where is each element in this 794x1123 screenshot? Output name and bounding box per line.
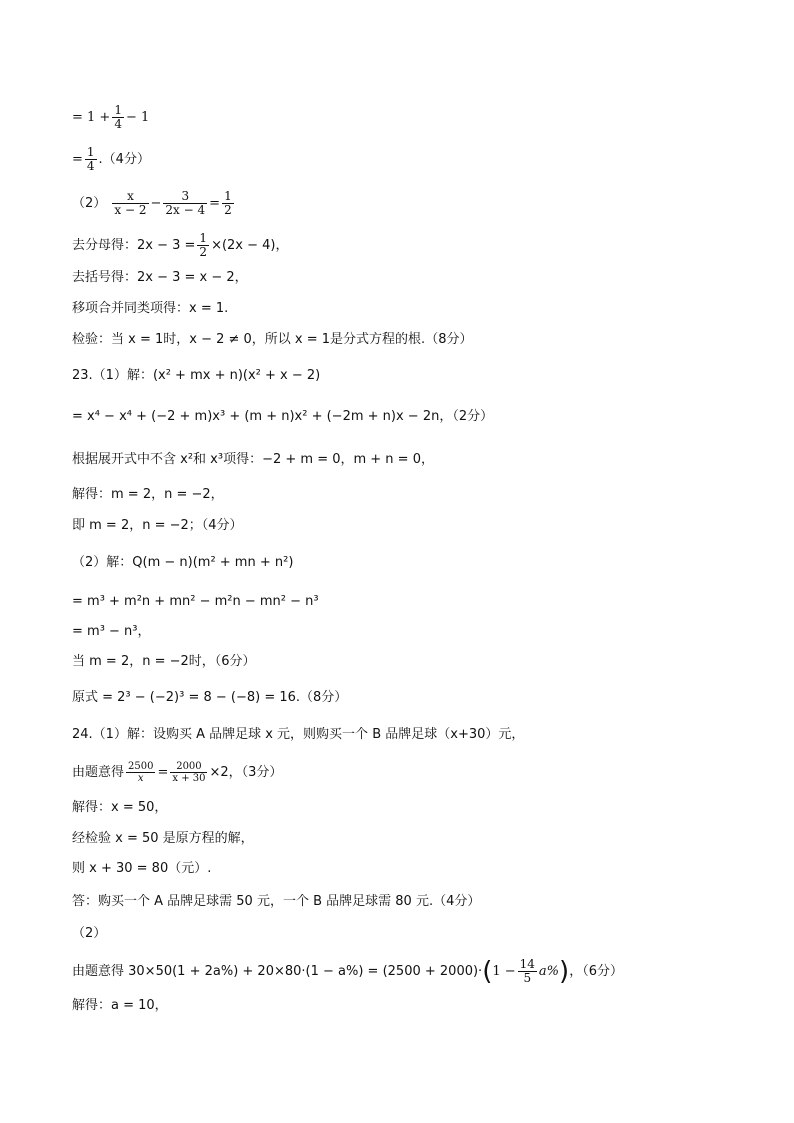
part-label: （2） — [72, 196, 107, 211]
frac-num: 14 — [519, 957, 535, 971]
equals-sign: = — [157, 765, 169, 780]
q24-line-2 — [72, 761, 282, 784]
fraction-1-4 — [112, 104, 124, 131]
l2-pre: = — [72, 152, 83, 167]
l2-post: .（4分） — [98, 152, 150, 167]
q24-l2-pre: 由题意得 — [72, 765, 125, 780]
frac-num: 2500 — [128, 761, 154, 772]
q24-line-6: 答：购买一个 A 品牌足球需 50 元，一个 B 品牌足球需 80 元.（4分） — [72, 894, 481, 909]
line-6: 移项合并同类项得：x = 1. — [72, 301, 229, 316]
q24-l8-inner-pre: 1 − — [492, 964, 516, 979]
frac-den: x — [137, 773, 144, 784]
fraction-x-over-x-2 — [112, 190, 148, 217]
frac-den: 2 — [224, 203, 232, 217]
q24-line-4: 经检验 x = 50 是原方程的解， — [72, 831, 254, 846]
q24-line-9: 解得：a = 10， — [72, 998, 168, 1013]
frac-den: 2 — [199, 245, 208, 259]
frac-den: x − 2 — [114, 203, 147, 217]
fraction-3-over-2x-4 — [163, 190, 207, 217]
q24-l8-inner-post: a% — [538, 964, 560, 979]
fraction-14-5 — [518, 958, 537, 985]
q24-line-8 — [72, 958, 623, 985]
q23-line-9: 当 m = 2，n = −2时，（6分） — [72, 654, 256, 669]
q23-line-4: 解得：m = 2，n = −2， — [72, 487, 224, 502]
fraction-1-2 — [222, 190, 234, 217]
minus-sign: − — [150, 196, 162, 211]
q24-l8-post: ，（6分） — [569, 964, 623, 979]
l1-post: − 1 — [125, 110, 150, 125]
line-4 — [72, 232, 289, 259]
q24-line-7: （2） — [72, 926, 107, 941]
q24-heading: 24.（1）解：设购买 A 品牌足球 x 元，则购买一个 B 品牌足球（x+30）元， — [72, 727, 525, 742]
q24-l2-post: ×2，（3分） — [209, 765, 283, 780]
fraction-2000-over-x-30 — [170, 761, 207, 784]
line-1 — [72, 104, 149, 131]
frac-num: x — [112, 190, 148, 204]
q24-line-5: 则 x + 30 = 80（元）. — [72, 861, 212, 876]
frac-num: 1 — [114, 103, 122, 117]
line-5: 去括号得：2x − 3 = x − 2， — [72, 270, 248, 285]
q24-line-3: 解得：x = 50， — [72, 800, 168, 815]
frac-den: 5 — [523, 971, 532, 985]
frac-den: 2x − 4 — [165, 203, 206, 217]
fraction-1-4 — [85, 146, 97, 173]
frac-num: 1 — [86, 145, 95, 159]
line-7: 检验：当 x = 1时，x − 2 ≠ 0，所以 x = 1是分式方程的根.（8分） — [72, 332, 473, 347]
frac-num: 2000 — [170, 761, 207, 773]
q23-line-8: = m³ − n³， — [72, 624, 151, 639]
l4-pre: 去分母得：2x − 3 = — [72, 238, 196, 253]
fraction-2500-over-x — [126, 761, 155, 784]
right-paren: ) — [559, 956, 570, 987]
frac-den: x + 30 — [172, 773, 206, 784]
q23-line-10: 原式 = 2³ − (−2)³ = 8 − (−8) = 16.（8分） — [72, 690, 348, 705]
l4-post: ×(2x − 4)， — [211, 238, 289, 253]
q23-line-6: （2）解：Q(m − n)(m² + mn + n²) — [72, 555, 294, 570]
line-3 — [72, 190, 236, 217]
q23-line-7: = m³ + m²n + mn² − m²n − mn² − n³ — [72, 594, 319, 609]
q23-line-3: 根据展开式中不含 x²和 x³项得：−2 + m = 0，m + n = 0， — [72, 452, 434, 467]
left-paren: ( — [482, 956, 493, 987]
q23-heading: 23.（1）解：(x² + mx + n)(x² + x − 2) — [72, 368, 321, 383]
frac-num: 3 — [163, 190, 207, 204]
frac-num: 1 — [224, 189, 232, 203]
q23-line-5: 即 m = 2，n = −2；（4分） — [72, 518, 243, 533]
frac-num: 1 — [199, 231, 208, 245]
frac-den: 4 — [86, 159, 95, 173]
l1-pre: = 1 + — [72, 110, 111, 125]
q24-l8-pre: 由题意得 30×50(1 + 2a%) + 20×80·(1 − a%) = (2500 + 2000)· — [72, 964, 483, 979]
fraction-1-2 — [197, 232, 209, 259]
q23-line-2: = x⁴ − x⁴ + (−2 + m)x³ + (m + n)x² + (−2m + n)x − 2n，（2分） — [72, 409, 494, 424]
equals-sign: = — [209, 196, 221, 211]
frac-den: 4 — [114, 117, 122, 131]
line-2 — [72, 146, 150, 173]
